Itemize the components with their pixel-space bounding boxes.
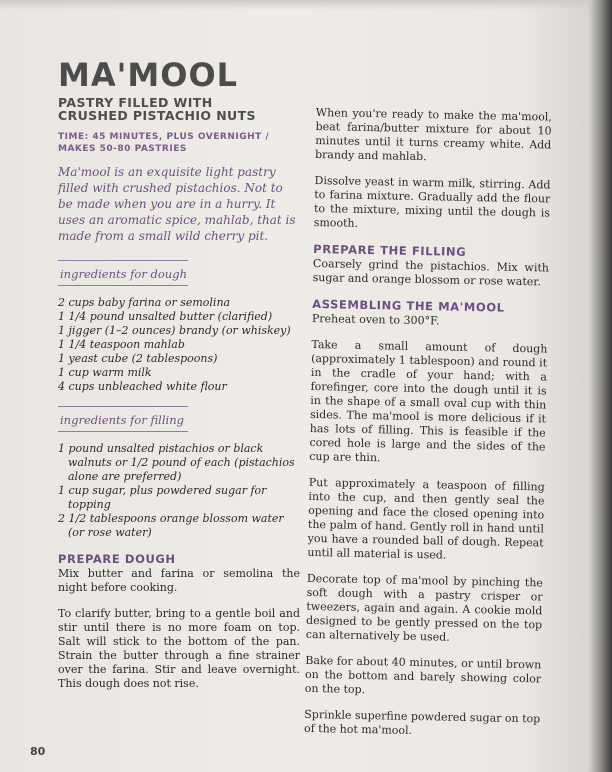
ingredient-item: 2 1/2 tablespoons orange blossom water (or rose water) <box>58 512 284 539</box>
prepare-filling-heading: PREPARE THE FILLING <box>313 241 467 259</box>
ingredient-item: 1 jigger (1–2 ounces) brandy (or whiskey) <box>58 324 291 337</box>
prepare-dough-paragraph: Mix butter and farina or semolina the night before cooking. <box>58 567 300 594</box>
ingredient-item: 1 cup warm milk <box>58 366 152 379</box>
method-paragraph: Take a small amount of dough (approximately 1 tablespoon) and round it in the cradle of your hand; with a forefinger, core into the dough until it is in the shape of a small oval cup with thin sides. The ma'mool is more delicious if it has lots of filling. This is feasible if the cored hole is large and the sides of the cup are thin. <box>309 337 548 465</box>
filling-paragraph: Coarsely grind the pistachios. Mix with sugar and orange blossom or rose water. <box>312 256 550 289</box>
recipe-title: MA'MOOL <box>58 56 239 94</box>
recipe-subtitle <box>58 96 300 122</box>
recipe-subtitle-line1: PASTRY FILLED WITH <box>58 95 213 110</box>
method-paragraph: Put approximately a teaspoon of filling into the cup, and then gently seal the opening and face the closed opening into the palm of hand. Gently roll in hand until you have a rounded ball of dough. Repeat until all material is used. <box>307 475 545 562</box>
page-top-shadow <box>0 0 612 10</box>
clarify-butter-paragraph: To clarify butter, bring to a gentle boil and stir until there is no more foam on top. Salt will stick to the bottom of the pan. Strain the butter through a fine strainer over the farina. Stir and leave overnight. This dough does not rise. <box>58 607 300 690</box>
filling-ingredients-list <box>58 442 300 540</box>
filling-ingredients-heading: ingredients for filling <box>58 406 188 432</box>
recipe-subtitle-line2: CRUSHED PISTACHIO NUTS <box>58 108 256 123</box>
method-paragraph: When you're ready to make the ma'mool, beat farina/butter mixture for about 10 minutes until it turns creamy white. Add brandy and mahlab. <box>314 106 552 164</box>
ingredient-item: 2 cups baby farina or semolina <box>58 296 231 309</box>
ingredient-item: 1 1/4 teaspoon mahlab <box>58 338 185 351</box>
dough-ingredients-list <box>58 296 300 394</box>
preheat-paragraph: Preheat oven to 300°F. <box>311 311 440 328</box>
method-paragraph: Sprinkle superfine powdered sugar on top of the hot ma'mool. <box>303 707 541 737</box>
method-paragraph: Dissolve yeast in warm milk, stirring. Add to farina mixture. Gradually add the flour to the mixture, mixing until the dough is smooth. <box>313 173 551 230</box>
ingredient-item: 1 1/4 pound unsalted butter (clarified) <box>58 310 273 323</box>
ingredient-item: 1 yeast cube (2 tablespoons) <box>58 352 218 365</box>
recipe-time <box>58 131 300 155</box>
assembling-heading: ASSEMBLING THE MA'MOOL <box>312 296 505 315</box>
ingredient-item: 4 cups unbleached white flour <box>58 380 227 393</box>
recipe-intro: Ma'mool is an exquisite light pastry filled with crushed pistachios. Not to be made when you are in a hurry. It uses an aromatic spice, mahlab, that is made from a small wild cherry pit. <box>58 165 296 243</box>
right-column <box>304 106 552 752</box>
dough-ingredients-heading: ingredients for dough <box>58 260 188 286</box>
left-column <box>58 58 300 703</box>
ingredient-item: 1 pound unsalted pistachios or black walnuts or 1/2 pound of each (pistachios alone are preferred) <box>58 442 295 483</box>
ingredient-item: 1 cup sugar, plus powdered sugar for topping <box>58 484 267 511</box>
method-paragraph: Bake for about 40 minutes, or until brown on the bottom and barely showing color on the top. <box>304 653 542 697</box>
prepare-dough-heading: PREPARE DOUGH <box>58 552 176 566</box>
method-paragraph: Decorate top of ma'mool by pinching the soft dough with a pastry crisper or tweezers, again and again. A cookie mold designed to be gently pressed on the top can alternatively be used. <box>305 571 544 644</box>
page-number: 80 <box>30 745 46 758</box>
book-spine <box>590 0 612 772</box>
recipe-time-line2: MAKES 50-80 PASTRIES <box>58 144 187 154</box>
recipe-time-line1: TIME: 45 MINUTES, PLUS OVERNIGHT / <box>58 132 270 142</box>
